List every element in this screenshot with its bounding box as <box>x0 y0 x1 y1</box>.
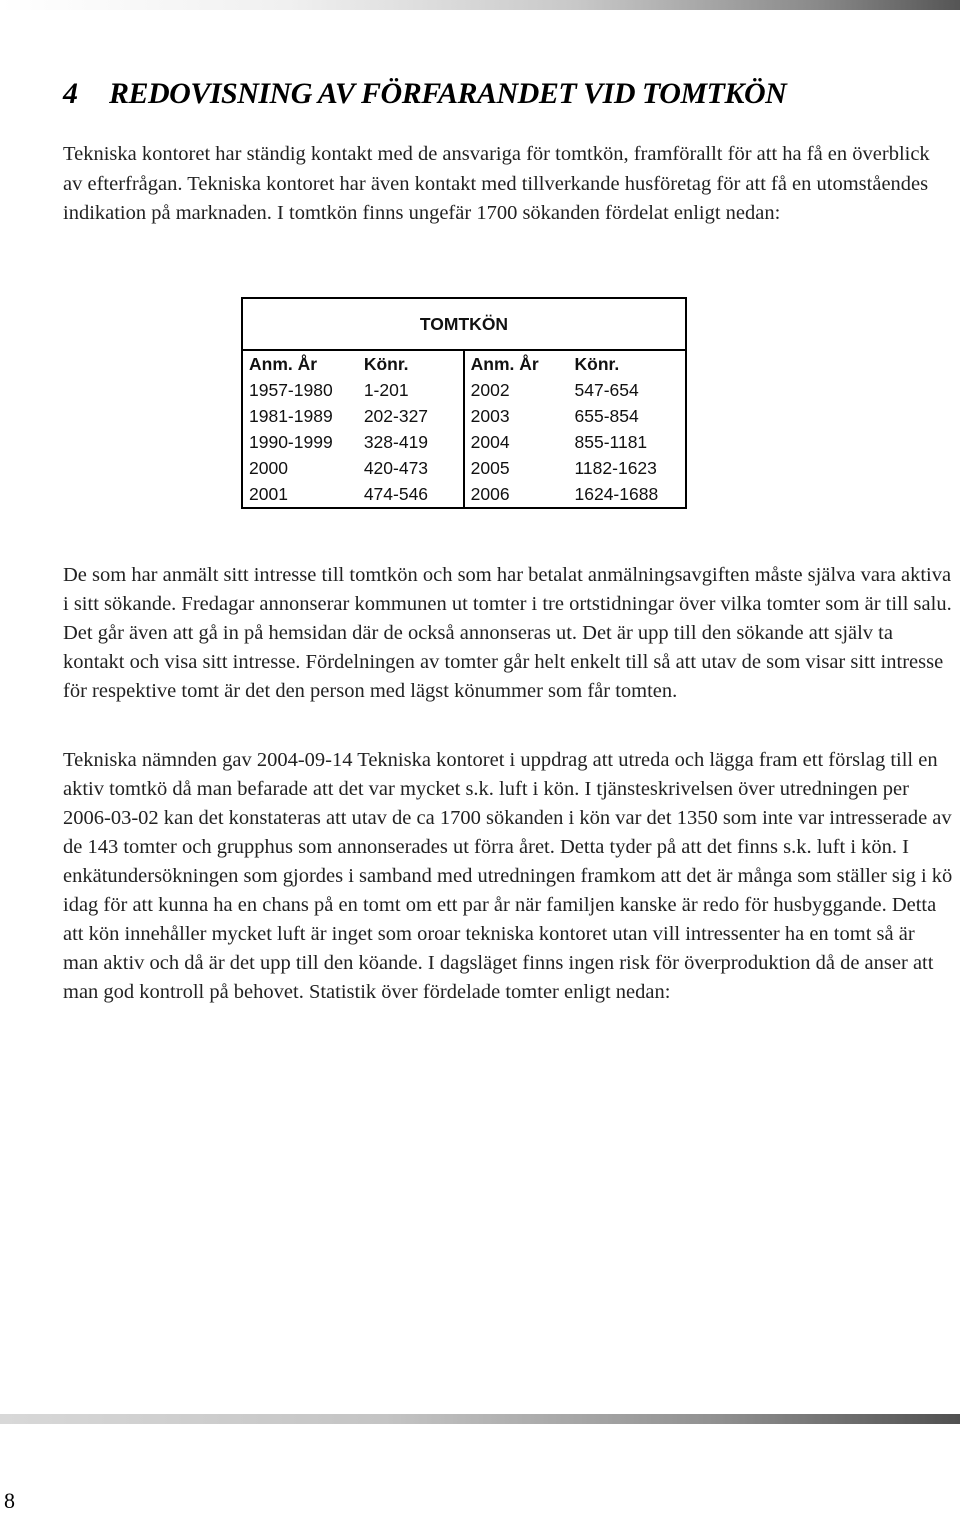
table-cell: 2006 <box>464 481 569 508</box>
table-cell: 547-654 <box>569 377 687 403</box>
body-paragraph: Tekniska nämnden gav 2004-09-14 Tekniska kontoret i uppdrag att utreda och lägga fram ett förslag till en aktiv tomtkö då man befarade att det var mycket s.k. luft i kön. I tjänsteskrivelsen över utredningen per 2006-03-02 kan det konstateras att utav de ca 1700 sökanden i kön var det 1350 som inte var intresserade av de 143 tomter och grupphus som annonserades ut förra året. Detta tyder på att det finns s.k. luft i kön. I enkätundersökningen som gjordes i samband med utredningen framkom att det är många som ställer sig i kö idag för att kunna ha en chans på en tomt om ett par år när familjen kanske är redo för husbyggande. Detta att kön innehåller mycket luft är inget som oroar tekniska kontoret utan vill intressenter ha en tomt så är man aktiv och då är det upp till den köande. I dagsläget finns ingen risk för överproduktion då de anser att man god kontroll på behovet. Statistik över fördelade tomter enligt nedan: <box>63 749 953 1003</box>
table-cell: 420-473 <box>363 457 429 478</box>
body-paragraph: De som har anmält sitt intresse till tomtkön och som har betalat anmälningsavgiften måste själva vara aktiva i sitt sökande. Fredagar annonserar kommunen ut tomter i tre ortstidningar över vilka tomter som är till salu. Det går även att gå in på hemsidan där de också annonseras ut. Det är upp till den sökande att själv ta kontakt och visa sitt intresse. Fördelningen av tomter går helt enkelt till så att utav de som visar sitt intresse för respektive tomt är det den person med lägst könummer som får tomten. <box>63 564 952 702</box>
table-cell: 328-419 <box>363 431 429 452</box>
table-row <box>242 481 686 508</box>
table-title: TOMTKÖN <box>242 298 686 350</box>
table-cell: 1957-1980 <box>242 377 358 403</box>
table-cell: 1624-1688 <box>569 481 687 508</box>
table-header-row <box>242 350 686 377</box>
column-header: Könr. <box>569 350 687 377</box>
column-header: Anm. År <box>464 350 569 377</box>
table-cell: 2005 <box>464 455 569 481</box>
section-heading <box>63 74 943 114</box>
table-cell: 202-327 <box>363 405 429 426</box>
table-cell: 855-1181 <box>569 429 687 455</box>
intro-paragraph: Tekniska kontoret har ständig kontakt med de ansvariga för tomtkön, framförallt för att ha få en överblick av efterfrågan. Tekniska kontoret har även kontakt med tillverkande husföretag för att få en utomståendes indikation på marknaden. I tomtkön finns ungefär 1700 sökanden fördelat enligt nedan: <box>63 143 930 224</box>
table-title-row <box>242 298 686 350</box>
column-header: Könr. <box>363 353 409 374</box>
table-cell: 2002 <box>464 377 569 403</box>
table-row <box>242 377 686 403</box>
column-header: Anm. År <box>242 350 358 377</box>
table-cell: 1-201 <box>363 379 409 400</box>
page-number: 8 <box>4 1488 15 1513</box>
footer-rule <box>0 1414 960 1424</box>
table-cell: 1981-1989 <box>242 403 358 429</box>
table-cell: 2000 <box>242 455 358 481</box>
table-row <box>242 403 686 429</box>
section-title: REDOVISNING AV FÖRFARANDET VID TOMTKÖN <box>109 77 787 110</box>
header-rule <box>0 0 960 10</box>
table-cell: 474-546 <box>358 481 464 508</box>
table-cell: 1182-1623 <box>569 455 687 481</box>
table-cell: 2003 <box>464 403 569 429</box>
table-cell: 655-854 <box>569 403 687 429</box>
table-row <box>242 429 686 455</box>
table-cell: 2004 <box>464 429 569 455</box>
tomtko-table <box>241 297 687 509</box>
table-cell: 2001 <box>242 481 358 508</box>
section-number: 4 <box>63 77 78 110</box>
table-row <box>242 455 686 481</box>
table-cell: 1990-1999 <box>242 429 358 455</box>
